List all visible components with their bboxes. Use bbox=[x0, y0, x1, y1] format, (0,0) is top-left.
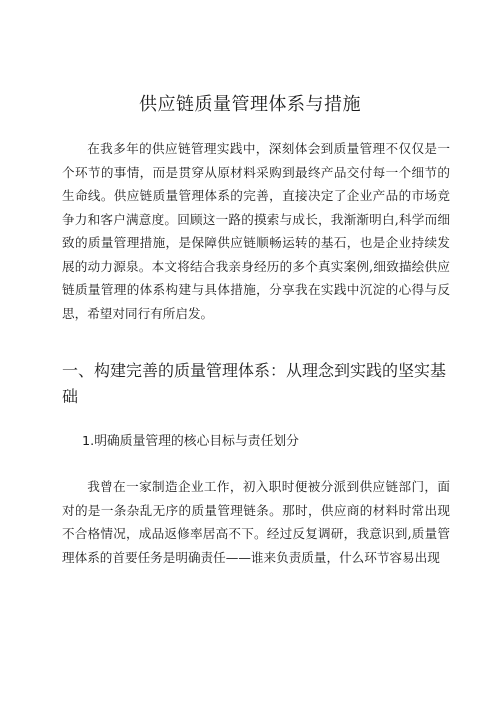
intro-paragraph: 在我多年的供应链管理实践中，深刻体会到质量管理不仅仅是一个环节的事情，而是贯穿从原材料采购到最终产品交付每一个细节的生命线。供应链质量管理体系的完善，直接决定了企业产品的市场竞争力和客户满意度。回顾这一路的摸索与成长，我渐渐明白,科学而细致的质量管理措施，是保障供应链顺畅运转的基石，也是企业持续发展的动力源泉。本文将结合我亲身经历的多个真实案例,细致描绘供应链质量管理的体系构建与具体措施，分享我在实践中沉淀的心得与反思，希望对同行有所启发。 bbox=[62, 141, 450, 321]
body-paragraph: 我曾在一家制造企业工作，初入职时便被分派到供应链部门，面对的是一条杂乱无序的质量管理链条。那时，供应商的材料时常出现不合格情况，成品返修率居高不下。经过反复调研，我意识到,质量管理体系的首要任务是明确责任——谁来负责质量，什么环节容易出现 bbox=[62, 479, 450, 565]
subsection-heading: 1.明确质量管理的核心目标与责任划分 bbox=[82, 434, 299, 449]
section-heading: 一、构建完善的质量管理体系：从理念到实践的坚实基础 bbox=[62, 361, 447, 406]
document-title: 供应链质量管理体系与措施 bbox=[139, 94, 361, 115]
